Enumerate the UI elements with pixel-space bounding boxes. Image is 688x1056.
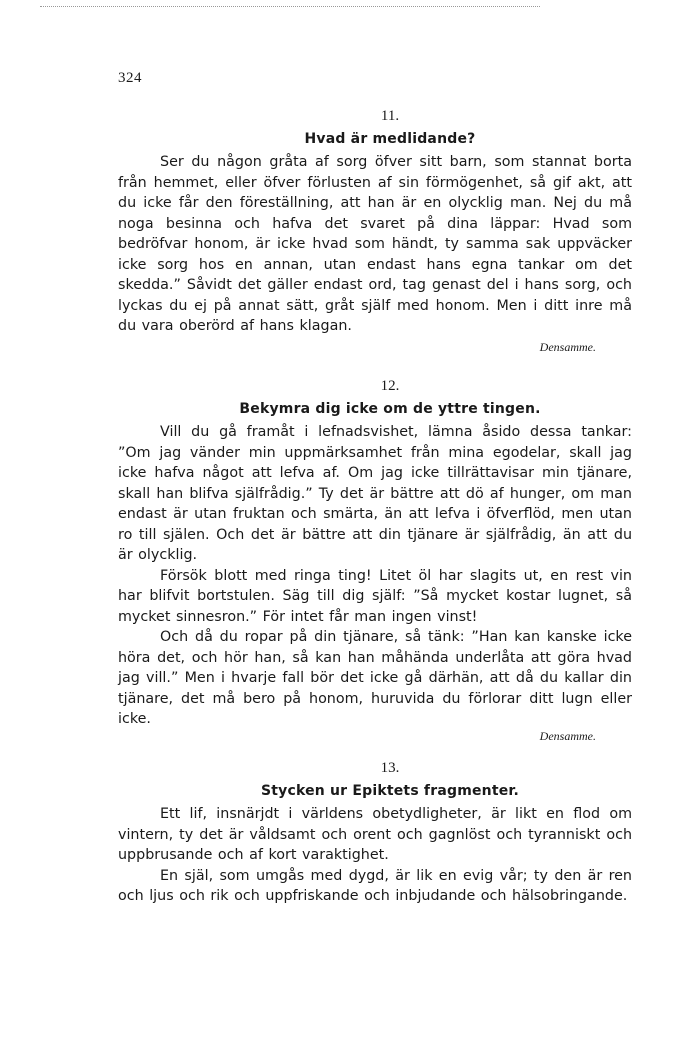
section-13 [118,758,632,907]
top-rule [40,6,540,7]
signature: Densamme. [539,728,596,743]
paragraph: Ser du någon gråta af sorg öfver sitt barn, som stannat borta från hemmet, eller öfver förlusten af sin förmögenhet, så gif akt, att du icke får den föreställning, att han är en olycklig man. Nej du må noga besinna och hafva det svaret på dina läppar: Hvad som bedröfvar honom, är icke hvad som händt, ty samma sak uppväcker icke sorg hos en annan, utan endast hans egna tankar om det skedda.” Såvidt det gäller endast ord, tag genast del i hans sorg, och lyckas du ej på annat sätt, gråt själf med honom. Men i ditt inre må du vara oberörd af hans klagan. [118,154,632,334]
section-12 [118,376,632,746]
page-number: 324 [118,70,142,86]
section-title: Hvad är medlidande? [304,131,476,147]
section-title: Stycken ur Epiktets fragmenter. [260,783,520,799]
section-title: Bekymra dig icke om de yttre tingen. [239,401,541,417]
section-11 [118,106,632,357]
section-number: 12. [380,378,400,394]
paragraph: Försök blott med ringa ting! Litet öl har slagits ut, en rest vin har blifvit bortstulen. Säg till dig själf: ”Så mycket kostar lugnet, så mycket sinnesron.” För intet får man ingen vinst! [118,567,632,625]
section-number: 13. [380,760,400,776]
paragraph: En själ, som umgås med dygd, är lik en evig vår; ty den är ren och ljus och rik och uppfriskande och inbjudande och hälsobringande. [118,867,632,904]
section-number: 11. [380,108,400,124]
paragraph: Vill du gå framåt i lefnadsvishet, lämna åsido dessa tankar: ”Om jag vänder min uppmärksamhet från mina egodelar, skall jag icke hafva något att lefva af. Om jag icke tillrättavisar min tjänare, skall han blifva själfrådig.” Ty det är bättre att dö af hunger, om man endast är utan fruktan och smärta, än att lefva i öfverflöd, men utan ro till själen. Och det är bättre att din tjänare är själfrådig, än att du är olycklig. [118,424,632,563]
paragraph: Ett lif, insnärjdt i världens obetydligheter, är likt en flod om vintern, ty det är våldsamt och orent och gagnlöst och tyranniskt och uppbrusande och af kort varaktighet. [118,806,632,863]
signature: Densamme. [539,339,596,354]
paragraph: Och då du ropar på din tjänare, så tänk: ”Han kan kanske icke höra det, och hör han, så kan han måhända underlåta att göra hvad jag vill.” Men i hvarje fall bör det icke gå därhän, att då du kallar din tjänare, det må bero på honom, huruvida du förlorar ditt lugn eller icke. [118,629,632,727]
